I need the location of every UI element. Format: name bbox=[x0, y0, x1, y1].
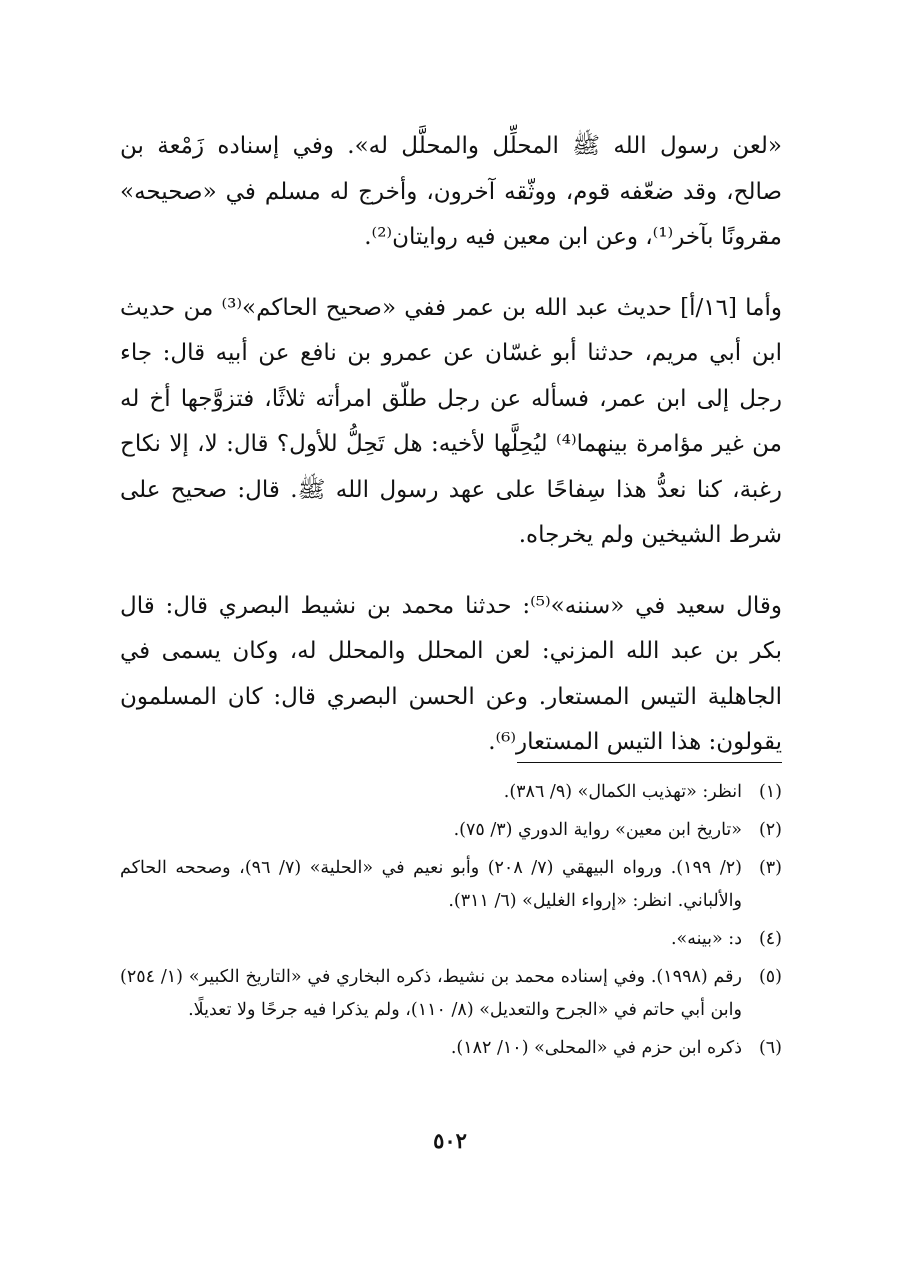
footnote-text: (٢/ ١٩٩). ورواه البيهقي (٧/ ٢٠٨) وأبو نعيم في «الحلية» (٧/ ٩٦)، وصححه الحاكم والألباني. انظر: «إرواء الغليل» (٦/ ٣١١). bbox=[120, 858, 742, 911]
footnotes bbox=[120, 776, 782, 1070]
footnote-3 bbox=[120, 852, 782, 918]
footnote-number: (٦) bbox=[758, 1038, 782, 1058]
footnote-5 bbox=[120, 961, 782, 1027]
footnote-number: (٥) bbox=[758, 967, 782, 987]
main-text bbox=[120, 124, 782, 791]
page-number: ٥٠٢ bbox=[433, 1128, 467, 1153]
footnote-text: ذكره ابن حزم في «المحلى» (١٠/ ١٨٢). bbox=[450, 1038, 742, 1058]
footnote-number: (٢) bbox=[758, 820, 782, 840]
paragraph-2: وأما [١٦/أ] حديث عبد الله بن عمر ففي «صحيح الحاكم»⁽³⁾ من حديث ابن أبي مريم، حدثنا أبو غسّان عن عمرو بن نافع عن أبيه قال: جاء رجل إلى ابن عمر، فسأله عن رجل طلّق امرأته ثلاثًا، فتزوَّجها أخ له من غير مؤامرة بينهما⁽⁴⁾ ليُحِلَّها لأخيه: هل تَحِلُّ للأول؟ قال: لا، إلا نكاح رغبة، كنا نعدُّ هذا سِفاحًا على عهد رسول الله ﷺ. قال: صحيح على شرط الشيخين ولم يخرجاه. bbox=[120, 294, 782, 548]
footnote-number: (١) bbox=[758, 782, 782, 802]
footnote-text: رقم (١٩٩٨). وفي إسناده محمد بن نشيط، ذكره البخاري في «التاريخ الكبير» (١/ ٢٥٤) وابن أبي حاتم في «الجرح والتعديل» (٨/ ١١٠)، ولم يذكرا فيه جرحًا ولا تعديلًا. bbox=[120, 967, 742, 1020]
footnote-4 bbox=[120, 923, 782, 956]
footnote-1 bbox=[120, 776, 782, 809]
footnote-2 bbox=[120, 814, 782, 847]
footnote-number: (٣) bbox=[758, 858, 782, 878]
footnote-6 bbox=[120, 1032, 782, 1065]
footnote-text: «تاريخ ابن معين» رواية الدوري (٣/ ٧٥). bbox=[453, 820, 742, 840]
footnote-number: (٤) bbox=[758, 929, 782, 949]
footnote-text: د: «بينه». bbox=[670, 929, 742, 949]
footnote-separator bbox=[517, 762, 782, 763]
paragraph-1: «لعن رسول الله ﷺ المحلِّل والمحلَّل له». وفي إسناده زَمْعة بن صالح، وقد ضعّفه قوم، ووثّقه آخرون، وأخرج له مسلم في «صحيحه» مقرونًا بآخر⁽¹⁾، وعن ابن معين فيه روايتان⁽²⁾. bbox=[120, 133, 782, 250]
footnote-text: انظر: «تهذيب الكمال» (٩/ ٣٨٦). bbox=[503, 782, 742, 802]
paragraph-3: وقال سعيد في «سننه»⁽⁵⁾: حدثنا محمد بن نشيط البصري قال: قال بكر بن عبد الله المزني: لعن المحلل والمحلل له، وكان يسمى في الجاهلية التيس المستعار. وعن الحسن البصري قال: كان المسلمون يقولون: هذا التيس المستعار⁽⁶⁾. bbox=[120, 592, 783, 755]
